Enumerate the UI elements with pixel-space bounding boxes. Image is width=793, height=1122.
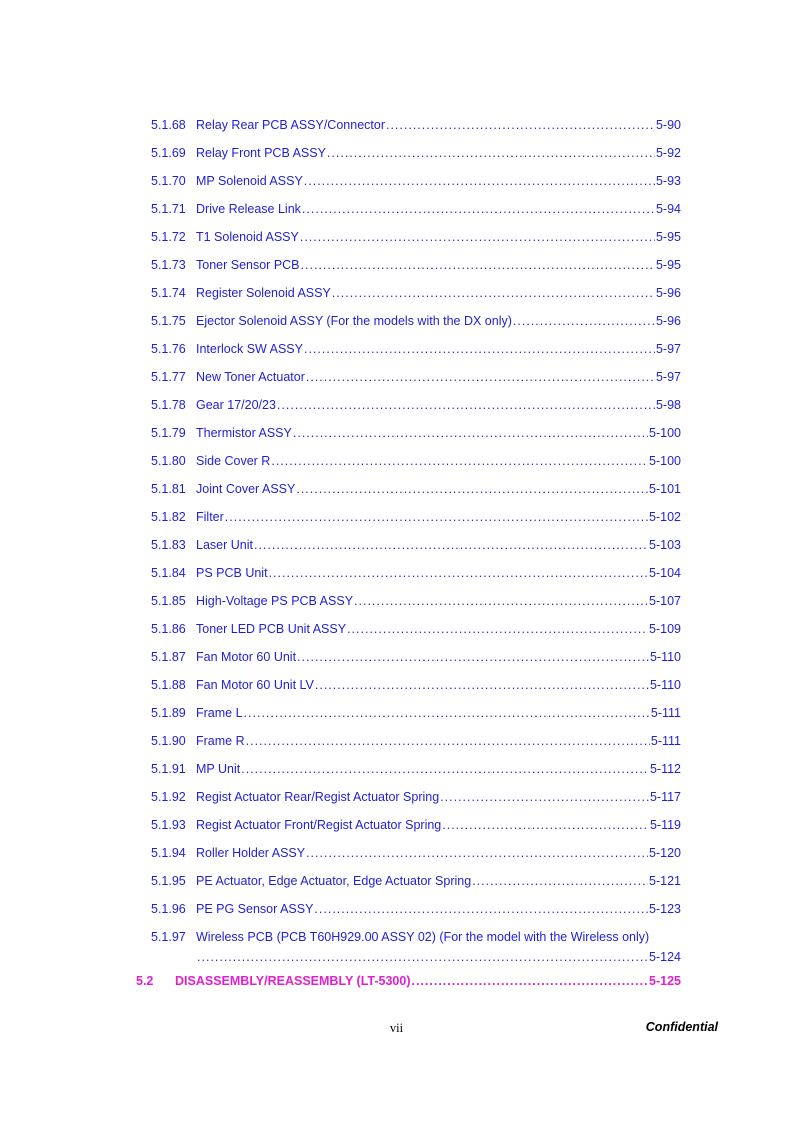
toc-entry-title: Toner Sensor PCB [196,258,300,272]
toc-entry-number: 5.1.90 [151,734,186,748]
toc-leader-dots [327,146,655,160]
toc-leader-dots [442,818,649,832]
toc-leader-dots [314,902,648,916]
footer-confidential: Confidential [645,1020,718,1034]
toc-entry-title: Wireless PCB (PCB T60H929.00 ASSY 02) (For the model with the Wireless only) [196,930,650,944]
toc-entry-page: 5-93 [655,174,681,188]
toc-entry-number: 5.1.71 [151,202,186,216]
toc-entry-page: 5-124 [649,950,681,964]
toc-leader-dots [472,874,648,888]
toc-entry-page: 5-123 [649,902,681,916]
toc-entry-number: 5.1.70 [151,174,186,188]
toc-leader-dots [354,594,648,608]
toc-entry[interactable] [0,704,793,732]
toc-entry[interactable] [0,480,793,508]
toc-entry-title: Laser Unit [196,538,253,552]
toc-leader-dots [440,790,649,804]
toc-entry-page: 5-95 [655,230,681,244]
toc-entry-number: 5.1.72 [151,230,186,244]
toc-entry-number: 5.1.93 [151,818,186,832]
toc-entry-title: Interlock SW ASSY [196,342,303,356]
toc-entry[interactable] [0,116,793,144]
toc-entry-number: 5.1.68 [151,118,186,132]
toc-leader-dots [513,314,655,328]
toc-entry-wireless-pcb[interactable] [0,928,793,972]
toc-entry-number: 5.1.82 [151,510,186,524]
toc-section-page: 5-125 [649,974,681,988]
toc-entry-title: Regist Actuator Front/Regist Actuator Spring [196,818,442,832]
toc-entry[interactable] [0,620,793,648]
toc-entry-page: 5-102 [649,510,681,524]
toc-leader-dots [197,950,648,964]
toc-entry[interactable] [0,508,793,536]
toc-entry-number: 5.1.88 [151,678,186,692]
toc-entry-number: 5.1.73 [151,258,186,272]
toc-leader-dots [300,230,655,244]
toc-entry-number: 5.1.79 [151,426,186,440]
toc-entry-title: MP Unit [196,762,241,776]
toc-entry-title: PS PCB Unit [196,566,268,580]
toc-entry[interactable] [0,536,793,564]
toc-entry-number: 5.1.85 [151,594,186,608]
toc-entry[interactable] [0,788,793,816]
toc-entry-number: 5.1.97 [151,930,186,944]
toc-leader-dots [332,286,655,300]
toc-entry[interactable] [0,228,793,256]
toc-entry-number: 5.1.84 [151,566,186,580]
toc-entry-page: 5-107 [649,594,681,608]
toc-entry-number: 5.1.81 [151,482,186,496]
toc-entry-title: Fan Motor 60 Unit LV [196,678,314,692]
toc-entry-title: Thermistor ASSY [196,426,292,440]
toc-entry-page: 5-111 [650,734,681,748]
toc-entry-page: 5-112 [649,762,681,776]
toc-leader-dots [293,426,648,440]
toc-entry-title: Fan Motor 60 Unit [196,650,297,664]
toc-entry[interactable] [0,844,793,872]
toc-leader-dots [306,370,655,384]
toc-entry-page: 5-109 [649,622,681,636]
toc-entry-number: 5.1.92 [151,790,186,804]
toc-leader-dots [254,538,648,552]
toc-entry-number: 5.1.78 [151,398,186,412]
toc-entry[interactable] [0,872,793,900]
toc-entry[interactable] [0,732,793,760]
toc-entry-title: Side Cover R [196,454,271,468]
toc-entry-number: 5.1.95 [151,874,186,888]
toc-entry[interactable] [0,256,793,284]
toc-leader-dots [277,398,655,412]
toc-entry[interactable] [0,424,793,452]
toc-section-title: DISASSEMBLY/REASSEMBLY (LT-5300) [175,974,411,988]
toc-entry-number: 5.1.77 [151,370,186,384]
toc-entry[interactable] [0,648,793,676]
toc-entry-page: 5-120 [649,846,681,860]
toc-leader-dots [241,762,649,776]
toc-entry-page: 5-110 [649,678,681,692]
toc-entry-page: 5-92 [655,146,681,160]
toc-entry-title: Frame L [196,706,243,720]
toc-entry-page: 5-117 [649,790,681,804]
toc-entry-title: Register Solenoid ASSY [196,286,331,300]
toc-entry-page: 5-111 [650,706,681,720]
table-of-contents [0,116,793,1000]
toc-entry[interactable] [0,592,793,620]
toc-entry-number: 5.1.94 [151,846,186,860]
toc-entry-page: 5-98 [655,398,681,412]
toc-entry-list [0,116,793,928]
toc-leader-dots [304,174,655,188]
toc-entry-number: 5.1.75 [151,314,186,328]
toc-entry-page: 5-103 [649,538,681,552]
toc-leader-dots [302,202,655,216]
toc-entry-title: T1 Solenoid ASSY [196,230,299,244]
toc-entry[interactable] [0,676,793,704]
toc-entry-page: 5-101 [649,482,681,496]
toc-entry-page: 5-97 [655,370,681,384]
toc-leader-dots [306,846,648,860]
toc-leader-dots [411,974,648,988]
toc-entry[interactable] [0,172,793,200]
toc-leader-dots [297,650,649,664]
toc-leader-dots [271,454,648,468]
toc-entry[interactable] [0,368,793,396]
toc-entry[interactable] [0,452,793,480]
toc-entry[interactable] [0,396,793,424]
toc-entry-title: Relay Front PCB ASSY [196,146,326,160]
toc-leader-dots [347,622,648,636]
toc-entry[interactable] [0,900,793,928]
toc-entry-page: 5-110 [649,650,681,664]
toc-entry-title: High-Voltage PS PCB ASSY [196,594,354,608]
toc-entry-title: Roller Holder ASSY [196,846,306,860]
toc-entry-page: 5-121 [649,874,681,888]
toc-entry-page: 5-104 [649,566,681,580]
toc-entry-title: MP Solenoid ASSY [196,174,303,188]
toc-leader-dots [301,258,655,272]
toc-entry-page: 5-95 [655,258,681,272]
toc-entry[interactable] [0,816,793,844]
toc-entry[interactable] [0,340,793,368]
toc-entry-page: 5-90 [655,118,681,132]
toc-entry-number: 5.1.91 [151,762,186,776]
toc-entry-page: 5-100 [649,454,681,468]
toc-section-disassembly[interactable] [0,972,793,1000]
toc-entry-number: 5.1.76 [151,342,186,356]
toc-entry-title: Ejector Solenoid ASSY (For the models with the DX only) [196,314,512,328]
toc-leader-dots [315,678,649,692]
toc-entry-title: PE PG Sensor ASSY [196,902,314,916]
toc-entry-number: 5.1.89 [151,706,186,720]
toc-entry-title: Regist Actuator Rear/Regist Actuator Spring [196,790,440,804]
toc-entry[interactable] [0,760,793,788]
toc-leader-dots [269,566,648,580]
toc-section-number: 5.2 [136,974,154,988]
toc-entry-title: Filter [196,510,224,524]
toc-entry-title: Joint Cover ASSY [196,482,296,496]
toc-entry-number: 5.1.87 [151,650,186,664]
toc-entry-page: 5-97 [655,342,681,356]
toc-entry-page: 5-119 [649,818,681,832]
toc-entry-page: 5-96 [655,314,681,328]
toc-leader-dots [246,734,650,748]
toc-entry[interactable] [0,144,793,172]
toc-entry-page: 5-100 [649,426,681,440]
toc-entry-title: Drive Release Link [196,202,301,216]
toc-entry-page: 5-96 [655,286,681,300]
toc-leader-dots [304,342,655,356]
toc-entry-number: 5.1.69 [151,146,186,160]
toc-entry-number: 5.1.86 [151,622,186,636]
toc-leader-dots [386,118,655,132]
toc-entry-title: PE Actuator, Edge Actuator, Edge Actuator Spring [196,874,472,888]
toc-entry[interactable] [0,564,793,592]
toc-leader-dots [244,706,650,720]
toc-entry-number: 5.1.80 [151,454,186,468]
toc-entry[interactable] [0,200,793,228]
toc-entry-title: Frame R [196,734,245,748]
toc-entry-title: Toner LED PCB Unit ASSY [196,622,347,636]
toc-entry-title: New Toner Actuator [196,370,305,384]
toc-leader-dots [225,510,648,524]
toc-entry-page: 5-94 [655,202,681,216]
toc-entry-number: 5.1.74 [151,286,186,300]
toc-entry-number: 5.1.96 [151,902,186,916]
toc-entry[interactable] [0,312,793,340]
toc-entry-title: Relay Rear PCB ASSY/Connector [196,118,385,132]
toc-leader-dots [296,482,648,496]
toc-entry-number: 5.1.83 [151,538,186,552]
toc-entry[interactable] [0,284,793,312]
toc-entry-title: Gear 17/20/23 [196,398,276,412]
footer-page-number: vii [389,1021,404,1035]
